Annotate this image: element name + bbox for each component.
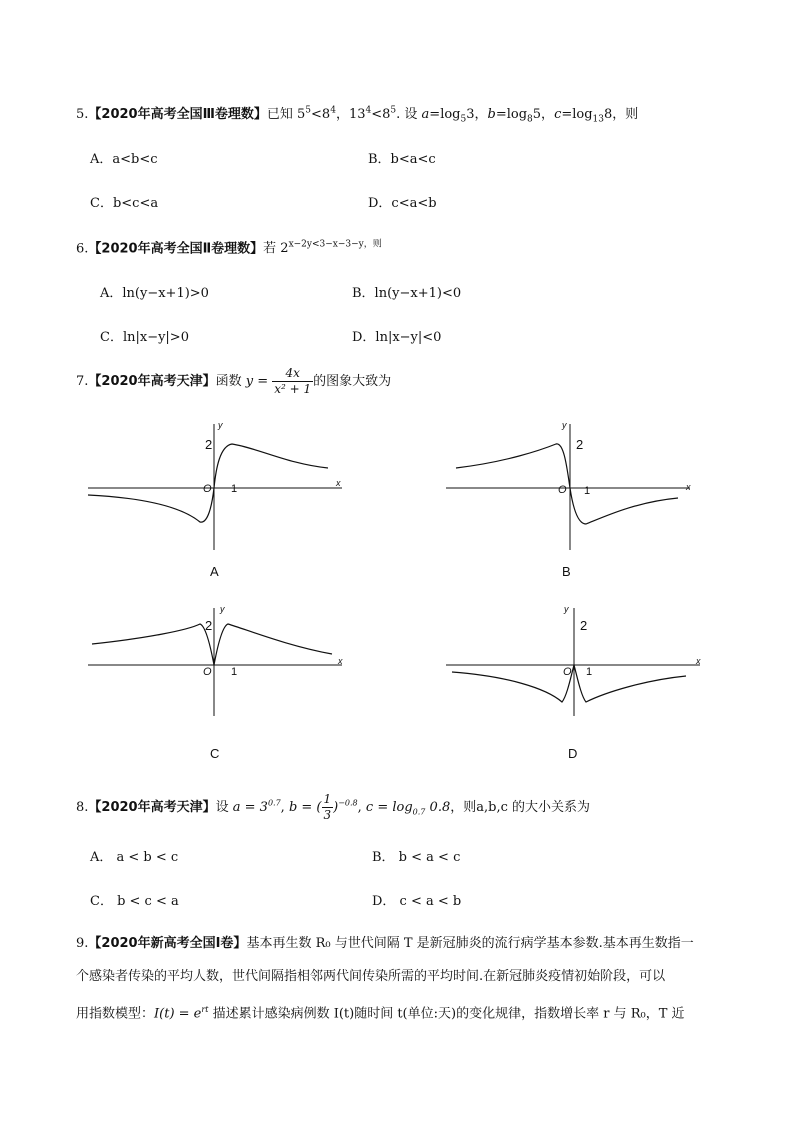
- q9-line-2: 个感染者传染的平均人数，世代间隔指相邻两代间传染所需的平均时间.在新冠肺炎疫情初始阶段，可以: [76, 969, 666, 984]
- q6-option-b[interactable]: B．ln(y−x+1)<0: [352, 286, 462, 301]
- q8-option-b[interactable]: B． b < a < c: [372, 850, 461, 865]
- x-axis-label: x: [336, 478, 341, 488]
- y-axis-label: y: [562, 420, 567, 430]
- graph-a-label: A: [210, 564, 219, 579]
- graph-a[interactable]: [88, 420, 348, 560]
- graph-a-svg: [88, 420, 348, 560]
- question-number: 9.: [76, 936, 89, 951]
- x-tick: 1: [586, 666, 593, 678]
- q7-lead: 函数: [215, 374, 242, 389]
- graph-b-label: B: [562, 564, 571, 579]
- q8-expr-b: b = ( $\frac{1}{3}$ )$^{-0.8}$: [288, 792, 358, 822]
- x-axis-label: x: [338, 656, 343, 666]
- question-source: 【2020年高考天津】: [88, 800, 216, 815]
- q6-option-a[interactable]: A．ln(y−x+1)>0: [100, 286, 209, 301]
- q9-line-3: 用指数模型：$I(t) = e^{rt}$ 描述累计感染病例数 I(t)随时间 t(单位:天)的变化规律，指数增长率 r 与 R₀，T 近: [76, 1005, 685, 1022]
- question-7: [76, 366, 391, 397]
- q8-option-a[interactable]: A． a < b < c: [90, 850, 179, 865]
- q5-stem: 已知 $5^5<8^4$，$13^4<8^5$. 设 $a=\log_53$，$b=\log_85$，$c=\log_{13}8$，则: [266, 105, 639, 125]
- origin-label: O: [558, 484, 567, 496]
- q8-expr-a: $a = 3^{0.7}$: [232, 798, 281, 815]
- origin-label: O: [203, 666, 212, 678]
- origin-label: O: [563, 666, 572, 678]
- q5-option-a[interactable]: A．a<b<c: [90, 152, 158, 167]
- q6-option-d[interactable]: D．ln|x−y|<0: [352, 330, 442, 345]
- x-axis-label: x: [686, 482, 691, 492]
- question-number: 7.: [76, 374, 89, 389]
- q8-expr-c: $c = \log_{0.7} 0.8$: [365, 800, 451, 817]
- q8-option-d[interactable]: D． c < a < b: [372, 894, 462, 909]
- graph-b[interactable]: [446, 420, 706, 560]
- question-source: 【2020年高考全国Ⅲ卷理数】: [88, 107, 267, 122]
- question-source: 【2020年高考天津】: [88, 374, 216, 389]
- q8-option-c[interactable]: C． b < c < a: [90, 894, 179, 909]
- graph-c[interactable]: [88, 604, 348, 724]
- q7-func-lhs: y =: [245, 374, 269, 389]
- x-tick: 1: [584, 485, 591, 497]
- y-axis-label: y: [564, 604, 569, 614]
- y-tick: 2: [576, 437, 584, 452]
- graph-d-label: D: [568, 746, 578, 761]
- question-5: [76, 103, 638, 125]
- graph-d-svg: [446, 604, 706, 724]
- y-tick: 2: [580, 618, 588, 633]
- q5-option-c[interactable]: C．b<c<a: [90, 196, 159, 211]
- question-8: 8.【2020年高考天津】设 $a = 3^{0.7}$, b = ( $\frac{1}{3}$ )$^{-0.8}$, $c = \log_{0.7} 0.8$，则a,b,c 的大小关系为: [76, 792, 590, 822]
- x-tick: 1: [231, 483, 238, 495]
- q8-lead: 设: [215, 800, 229, 815]
- x-axis-label: x: [696, 656, 701, 666]
- question-9: [76, 934, 736, 1024]
- q7-tail: 的图象大致为: [313, 374, 392, 389]
- question-number: 5.: [76, 107, 89, 122]
- graph-d[interactable]: [446, 604, 706, 724]
- y-tick: 2: [205, 437, 213, 452]
- question-number: 6.: [76, 241, 89, 257]
- graph-c-label: C: [210, 746, 220, 761]
- curve: [456, 444, 678, 524]
- origin-label: O: [203, 483, 212, 495]
- question-number: 8.: [76, 800, 89, 815]
- question-source: 【2020年高考全国Ⅱ卷理数】: [88, 241, 264, 257]
- x-tick: 1: [231, 666, 238, 678]
- question-6: [76, 237, 382, 256]
- y-tick: 2: [205, 618, 213, 633]
- q7-fraction: $\frac{4x}{\text{x² + 1}}$: [274, 366, 312, 396]
- y-axis-label: y: [218, 420, 223, 430]
- question-source: 【2020年新高考全国Ⅰ卷】: [88, 936, 247, 951]
- q9-line-1: 9.【2020年新高考全国Ⅰ卷】基本再生数 R₀ 与世代间隔 T 是新冠肺炎的流行病学基本参数.基本再生数指一: [76, 936, 694, 951]
- y-axis-label: y: [220, 604, 225, 614]
- q5-option-d[interactable]: D．c<a<b: [368, 196, 437, 211]
- q6-option-c[interactable]: C．ln|x−y|>0: [100, 330, 189, 345]
- graph-c-svg: [88, 604, 348, 724]
- q6-stem: 若 $2^{x-2y<3-x-3-y,则}$: [263, 240, 382, 257]
- q8-tail: ，则a,b,c 的大小关系为: [450, 800, 590, 815]
- q5-option-b[interactable]: B．b<a<c: [368, 152, 436, 167]
